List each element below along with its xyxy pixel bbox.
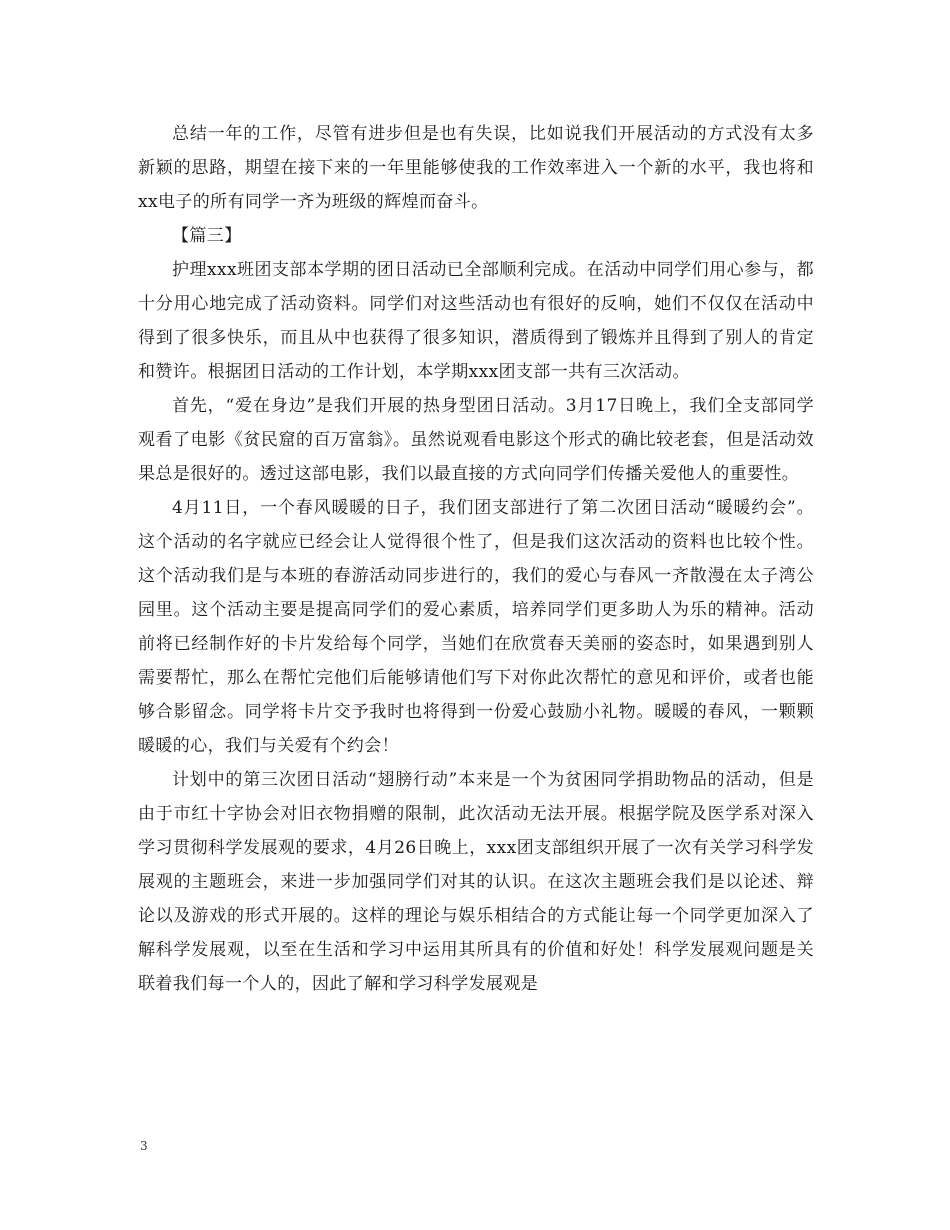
section-heading: 【篇三】 [172, 226, 242, 246]
paragraph-activity-one: 首先，“爱在身边”是我们开展的热身型团日活动。3月17日晚上，我们全支部同学观看了电影《贫民窟的百万富翁》。虽然说观看电影这个形式的确比较老套，但是活动效果总是很好的。透过这部电影，我们以最直接的方式向同学们传播关爱他人的重要性。 [138, 396, 814, 484]
paragraph-activity-two: 4月11日，一个春风暖暖的日子，我们团支部进行了第二次团日活动“暖暖约会”。这个活动的名字就应已经会让人觉得很个性了，但是我们这次活动的资料也比较个性。这个活动我们是与本班的春游活动同步进行的，我们的爱心与春风一齐散漫在太子湾公园里。这个活动主要是提高同学们的爱心素质，培养同学们更多助人为乐的精神。活动前将已经制作好的卡片发给每个同学，当她们在欣赏春天美丽的姿态时，如果遇到别人需要帮忙，那么在帮忙完他们后能够请他们写下对你此次帮忙的意见和评价，或者也能够合影留念。同学将卡片交予我时也将得到一份爱心鼓励小礼物。暖暖的春风，一颗颗暖暖的心，我们与关爱有个约会！ [138, 498, 814, 756]
document-body [138, 117, 814, 1001]
page-number: 3 [140, 1139, 148, 1153]
paragraph-activity-three: 计划中的第三次团日活动“翅膀行动”本来是一个为贫困同学捐助物品的活动，但是由于市红十字协会对旧衣物捐赠的限制，此次活动无法开展。根据学院及医学系对深入学习贯彻科学发展观的要求，4月26日晚上，xxx团支部组织开展了一次有关学习科学发展观的主题班会，来进一步加强同学们对其的认识。在这次主题班会我们是以论述、辩论以及游戏的形式开展的。这样的理论与娱乐相结合的方式能让每一个同学更加深入了解科学发展观，以至在生活和学习中运用其所具有的价值和好处！科学发展观问题是关联着我们每一个人的，因此了解和学习科学发展观是 [138, 770, 814, 994]
paragraph-summary: 总结一年的工作，尽管有进步但是也有失误，比如说我们开展活动的方式没有太多新颖的思路，期望在接下来的一年里能够使我的工作效率进入一个新的水平，我也将和xx电子的所有同学一齐为班级的辉煌而奋斗。 [138, 124, 814, 212]
paragraph-intro: 护理xxx班团支部本学期的团日活动已全部顺利完成。在活动中同学们用心参与，都十分用心地完成了活动资料。同学们对这些活动也有很好的反响，她们不仅仅在活动中得到了很多快乐，而且从中也获得了很多知识，潜质得到了锻炼并且得到了别人的肯定和赞许。根据团日活动的工作计划，本学期xxx团支部一共有三次活动。 [138, 260, 814, 382]
